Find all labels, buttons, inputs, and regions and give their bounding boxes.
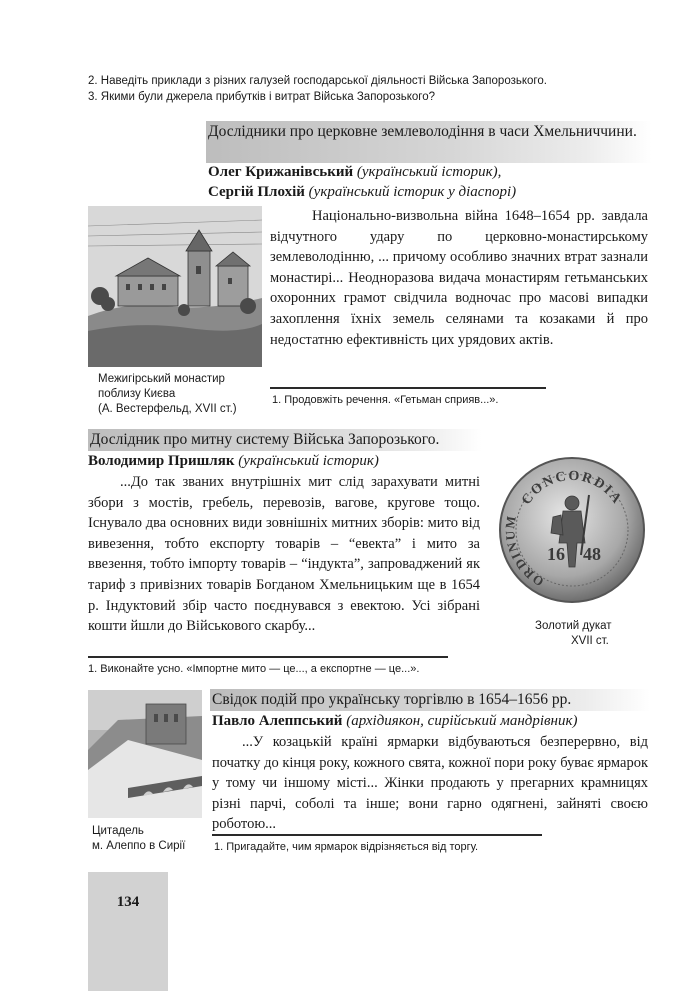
coin-legend-left: ORDINUM — [502, 513, 547, 590]
citadel-icon — [88, 690, 202, 818]
author-name: Олег Крижанівський — [208, 164, 354, 180]
author-role: (архідиякон, сирійський мандрівник) — [346, 713, 578, 729]
question-2: 2. Наведіть приклади з різних галузей господарської діяльності Війська Запорозького. — [88, 75, 547, 87]
section1-quote: Національно-визвольна війна 1648–1654 рр. завдала відчутного удару по церковно-монастирському землеволодінню, ... причому особливо значних втрат зазнали монастирі... Неодноразова видача монастирям гетьманських охоронних грамот свідчила водночас про масові випадки захоплення їхніх земель селянами та козаками й про недостатню ефективність цих урядових актів. — [270, 208, 648, 348]
coin-icon — [497, 455, 647, 605]
questions — [88, 73, 688, 105]
section2-header: Дослідник про митну систему Війська Запорозького. — [88, 429, 482, 451]
divider — [212, 834, 542, 836]
gold-ducat-image — [497, 455, 647, 605]
monastery-icon — [88, 206, 262, 367]
section3-quote: ...У козацькій країні ярмарки відбуваються безперервно, від початку до кінця року, кожного свята, кожної пори року буває ярмарок у тому чи іншому місті... Жінки продають у прегарних крамницях різні парчі, соболі та інше; вони гарно одягнені, зайняті своєю роботою... — [212, 734, 648, 833]
question-3: 3. Якими були джерела прибутків і витрат Війська Запорозького? — [88, 91, 436, 103]
monastery-caption: Межигірський монастир поблизу Києва (А. Вестерфельд, XVII ст.) — [98, 373, 237, 415]
author-role: (український історик), — [356, 164, 502, 180]
page-number-bar — [88, 872, 168, 991]
section2-task: 1. Виконайте усно. «Імпортне мито — це..., а експортне — це...». — [88, 663, 420, 675]
section3-task: 1. Пригадайте, чим ярмарок відрізняється від торгу. — [214, 841, 479, 853]
section2-author — [88, 451, 488, 471]
section1-header: Дослідники про церковне землеволодіння в часи Хмельниччини. — [206, 121, 652, 163]
author-role: (український історик у діаспорі) — [308, 184, 517, 200]
section2-quote: ...До так званих внутрішніх мит слід зарахувати митні збори з мостів, гребель, перевозів, вагове, кругове тощо. Існувало два основних види зовнішніх митних зборів: мито від вивезення, тобто експорту товарів – “евекта” і мито за ввезення, тобто імпорту товарів – “індукта”, запроваджений як тариф з привізних товарів Богданом Хмельницьким ще в 1654 р. Індуктовий збір часто поєднувався з евектою. Усі зібрані кошти йшли до Військового скарбу... — [88, 474, 480, 635]
coin-caption: Золотий дукат XVII ст. — [535, 620, 612, 647]
coin-legend-top: CONCORDIA — [519, 468, 625, 508]
page-number: 134 — [116, 894, 140, 910]
author-name: Павло Алеппський — [212, 713, 343, 729]
aleppo-citadel-photo — [88, 690, 202, 818]
author-name: Сергій Плохій — [208, 184, 305, 200]
section1-task: 1. Продовжіть речення. «Гетьман сприяв...». — [272, 394, 499, 406]
section3-header: Свідок подій про українську торгівлю в 1654–1656 рр. — [210, 689, 650, 711]
author-role: (український історик) — [238, 453, 379, 469]
divider — [88, 656, 448, 658]
citadel-caption: Цитадель м. Алеппо в Сирії — [92, 825, 186, 852]
monastery-engraving — [88, 206, 262, 367]
divider — [270, 387, 546, 389]
coin-year-right: 48 — [583, 544, 601, 564]
author-name: Володимир Пришляк — [88, 453, 235, 469]
section1-authors — [208, 162, 648, 202]
section3-author — [212, 711, 652, 731]
coin-year-left: 16 — [547, 544, 565, 564]
